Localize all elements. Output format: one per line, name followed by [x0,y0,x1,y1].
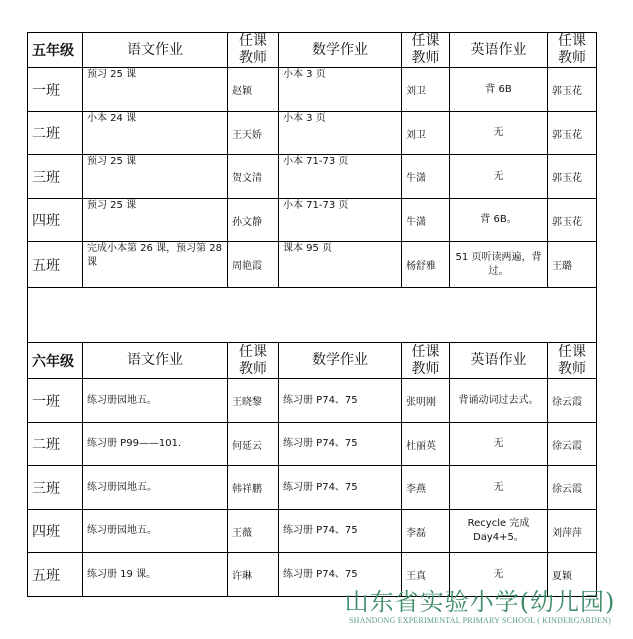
grade5-row [28,68,597,112]
grade6-row [28,379,597,423]
chinese-homework: 练习册园地五。 [83,379,228,423]
chinese-teacher: 王天娇 [228,112,279,155]
class-name: 四班 [28,510,83,553]
chinese-teacher: 韩祥鹏 [228,466,279,510]
class-name: 三班 [28,155,83,199]
math-teacher: 王真 [402,553,450,597]
gap-cell [28,288,597,343]
math-teacher: 牛潇 [402,199,450,242]
math-homework: 练习册 P74、75 [279,466,402,510]
grade6-row [28,466,597,510]
chinese-teacher: 王晓黎 [228,379,279,423]
grade5-row [28,112,597,155]
chinese-homework: 小本 24 课 [83,112,228,155]
math-teacher: 李磊 [402,510,450,553]
chinese-homework: 预习 25 课 [83,199,228,242]
english-homework: 背 6B。 [450,199,548,242]
english-teacher: 徐云霞 [548,379,597,423]
english-teacher: 徐云霞 [548,423,597,466]
math-homework: 小本 3 页 [279,68,402,112]
class-name: 二班 [28,112,83,155]
grade5-row [28,199,597,242]
section-gap [28,288,597,343]
english-teacher: 刘萍萍 [548,510,597,553]
class-name: 一班 [28,379,83,423]
english-homework: 51 页听读两遍，背过。 [450,242,548,288]
header-chinese: 语文作业 [83,33,228,68]
header-teacher: 任课 教师 [548,33,597,68]
watermark-chinese: 山东省实验小学(幼儿园) [344,588,616,616]
chinese-teacher: 周艳霞 [228,242,279,288]
english-homework: 无 [450,423,548,466]
class-name: 四班 [28,199,83,242]
watermark-english: SHANDONG EXPERIMENTAL PRIMARY SCHOOL ( KINDERGARDEN) [349,616,611,625]
english-teacher: 徐云霞 [548,466,597,510]
math-teacher: 李燕 [402,466,450,510]
english-homework: Recycle 完成 Day4+5。 [450,510,548,553]
header-teacher: 任课 教师 [228,343,279,379]
english-teacher: 夏颖 [548,553,597,597]
chinese-homework: 练习册 19 课。 [83,553,228,597]
math-homework: 练习册 P74、75 [279,510,402,553]
class-name: 五班 [28,553,83,597]
header-english: 英语作业 [450,343,548,379]
math-teacher: 杜丽英 [402,423,450,466]
grade6-row [28,423,597,466]
chinese-homework: 预习 25 课 [83,155,228,199]
header-teacher: 任课 教师 [402,343,450,379]
chinese-homework: 练习册 P99——101. [83,423,228,466]
english-homework: 背 6B [450,68,548,112]
english-teacher: 郭玉花 [548,199,597,242]
chinese-homework: 练习册园地五。 [83,510,228,553]
header-teacher: 任课 教师 [402,33,450,68]
header-teacher: 任课 教师 [548,343,597,379]
english-teacher: 郭玉花 [548,68,597,112]
class-name: 五班 [28,242,83,288]
math-homework: 练习册 P74、75 [279,423,402,466]
header-english: 英语作业 [450,33,548,68]
chinese-teacher: 孙文静 [228,199,279,242]
english-homework: 无 [450,553,548,597]
math-homework: 练习册 P74、75 [279,379,402,423]
chinese-teacher: 何延云 [228,423,279,466]
math-teacher: 张明刚 [402,379,450,423]
english-homework: 无 [450,112,548,155]
chinese-homework: 完成小本第 26 课，预习第 28 课 [83,242,228,288]
grade5-row [28,155,597,199]
class-name: 一班 [28,68,83,112]
english-homework: 背诵动词过去式。 [450,379,548,423]
chinese-teacher: 贺文清 [228,155,279,199]
english-teacher: 郭玉花 [548,112,597,155]
school-watermark [330,588,630,626]
header-math: 数学作业 [279,343,402,379]
grade6-label: 六年级 [28,343,83,379]
class-name: 三班 [28,466,83,510]
class-name: 二班 [28,423,83,466]
chinese-teacher: 王薇 [228,510,279,553]
math-teacher: 刘卫 [402,112,450,155]
grade6-row [28,510,597,553]
math-homework: 课本 95 页 [279,242,402,288]
english-teacher: 王璐 [548,242,597,288]
math-teacher: 牛潇 [402,155,450,199]
grade5-row [28,242,597,288]
math-teacher: 杨舒雅 [402,242,450,288]
math-teacher: 刘卫 [402,68,450,112]
english-teacher: 郭玉花 [548,155,597,199]
math-homework: 练习册 P74、75 [279,553,402,597]
math-homework: 小本 3 页 [279,112,402,155]
chinese-homework: 练习册园地五。 [83,466,228,510]
math-homework: 小本 71-73 页 [279,199,402,242]
header-chinese: 语文作业 [83,343,228,379]
chinese-teacher: 许琳 [228,553,279,597]
english-homework: 无 [450,155,548,199]
grade6-header-row [28,343,597,379]
homework-table [27,32,597,597]
header-math: 数学作业 [279,33,402,68]
chinese-teacher: 赵颖 [228,68,279,112]
grade5-header-row [28,33,597,68]
grade5-label: 五年级 [28,33,83,68]
english-homework: 无 [450,466,548,510]
math-homework: 小本 71-73 页 [279,155,402,199]
header-teacher: 任课 教师 [228,33,279,68]
chinese-homework: 预习 25 课 [83,68,228,112]
